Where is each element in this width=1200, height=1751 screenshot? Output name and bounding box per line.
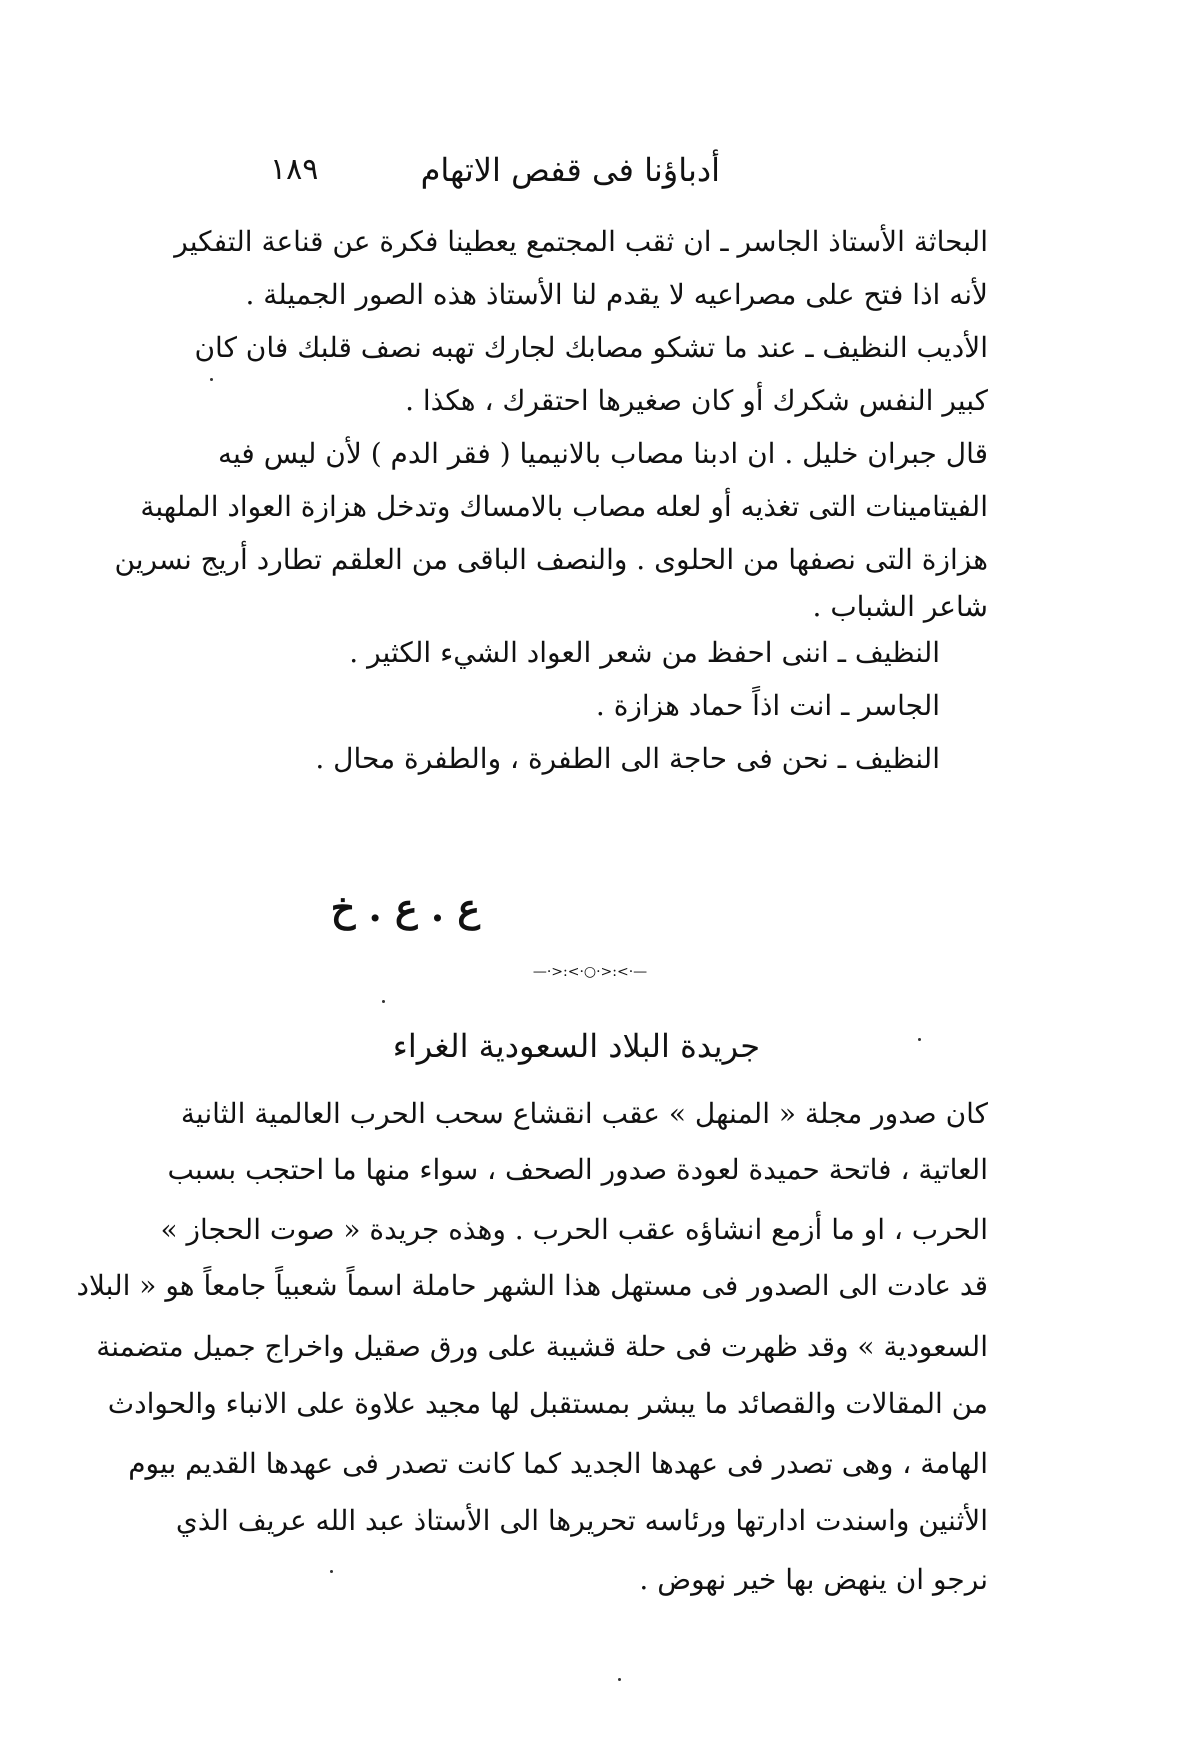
paragraph-line: قد عادت الى الصدور فى مستهل هذا الشهر حاملة اسماً شعبياً جامعاً هو « البلاد: [76, 1269, 988, 1302]
dialogue-line: النظيف ـ نحن فى حاجة الى الطفرة ، والطفرة محال .: [315, 742, 940, 775]
paragraph-line: الأديب النظيف ـ عند ما تشكو مصابك لجارك تهبه نصف قلبك فان كان: [194, 331, 988, 364]
section-divider: —·>:<·○·>:<·—: [532, 964, 648, 980]
scan-speck: [210, 378, 213, 381]
paragraph-line: الفيتامينات التى تغذيه أو لعله مصاب بالامساك وتدخل هزازة العواد الملهبة: [140, 490, 988, 523]
paragraph-line: نرجو ان ينهض بها خير نهوض .: [639, 1563, 988, 1596]
scan-speck: [618, 1678, 621, 1681]
author-signature: ع . ع . خ: [330, 885, 480, 930]
paragraph-line: قال جبران خليل . ان ادبنا مصاب بالانيميا ( فقر الدم ) لأن ليس فيه: [217, 437, 988, 470]
paragraph-line: من المقالات والقصائد ما يبشر بمستقبل لها مجيد علاوة على الانباء والحوادث: [107, 1387, 988, 1420]
paragraph-line: كبير النفس شكرك أو كان صغيرها احتقرك ، هكذا .: [405, 384, 988, 417]
paragraph-line: لأنه اذا فتح على مصراعيه لا يقدم لنا الأستاذ هذه الصور الجميلة .: [245, 278, 988, 311]
dialogue-line: النظيف ـ اننى احفظ من شعر العواد الشيء الكثير .: [349, 636, 940, 669]
paragraph-line: العاتية ، فاتحة حميدة لعودة صدور الصحف ، سواء منها ما احتجب بسبب: [167, 1153, 988, 1186]
paragraph-line: الهامة ، وهى تصدر فى عهدها الجديد كما كانت تصدر فى عهدها القديم بيوم: [128, 1447, 988, 1480]
paragraph-line: البحاثة الأستاذ الجاسر ـ ان ثقب المجتمع يعطينا فكرة عن قناعة التفكير: [174, 225, 988, 258]
dialogue-line: الجاسر ـ انت اذاً حماد هزازة .: [595, 689, 940, 722]
scan-speck: [330, 1570, 333, 1573]
paragraph-line: كان صدور مجلة « المنهل » عقب انقشاع سحب الحرب العالمية الثانية: [180, 1097, 988, 1130]
section-title: جريدة البلاد السعودية الغراء: [392, 1027, 760, 1065]
paragraph-line: الحرب ، او ما أزمع انشاؤه عقب الحرب . وهذه جريدة « صوت الحجاز »: [160, 1213, 988, 1246]
paragraph-line: هزازة التى نصفها من الحلوى . والنصف الباقى من العلقم تطارد أريج نسرين: [114, 543, 988, 576]
scan-speck: [382, 1000, 385, 1003]
paragraph-line: السعودية » وقد ظهرت فى حلة قشيبة على ورق صقيل واخراج جميل متضمنة: [96, 1330, 988, 1363]
paragraph-line: شاعر الشباب .: [812, 590, 988, 623]
page-number: ١٨٩: [270, 152, 319, 187]
running-title: أدباؤنا فى قفص الاتهام: [420, 151, 720, 189]
scan-speck: [918, 1038, 921, 1041]
paragraph-line: الأثنين واسندت ادارتها ورئاسه تحريرها الى الأستاذ عبد الله عريف الذي: [175, 1504, 988, 1537]
